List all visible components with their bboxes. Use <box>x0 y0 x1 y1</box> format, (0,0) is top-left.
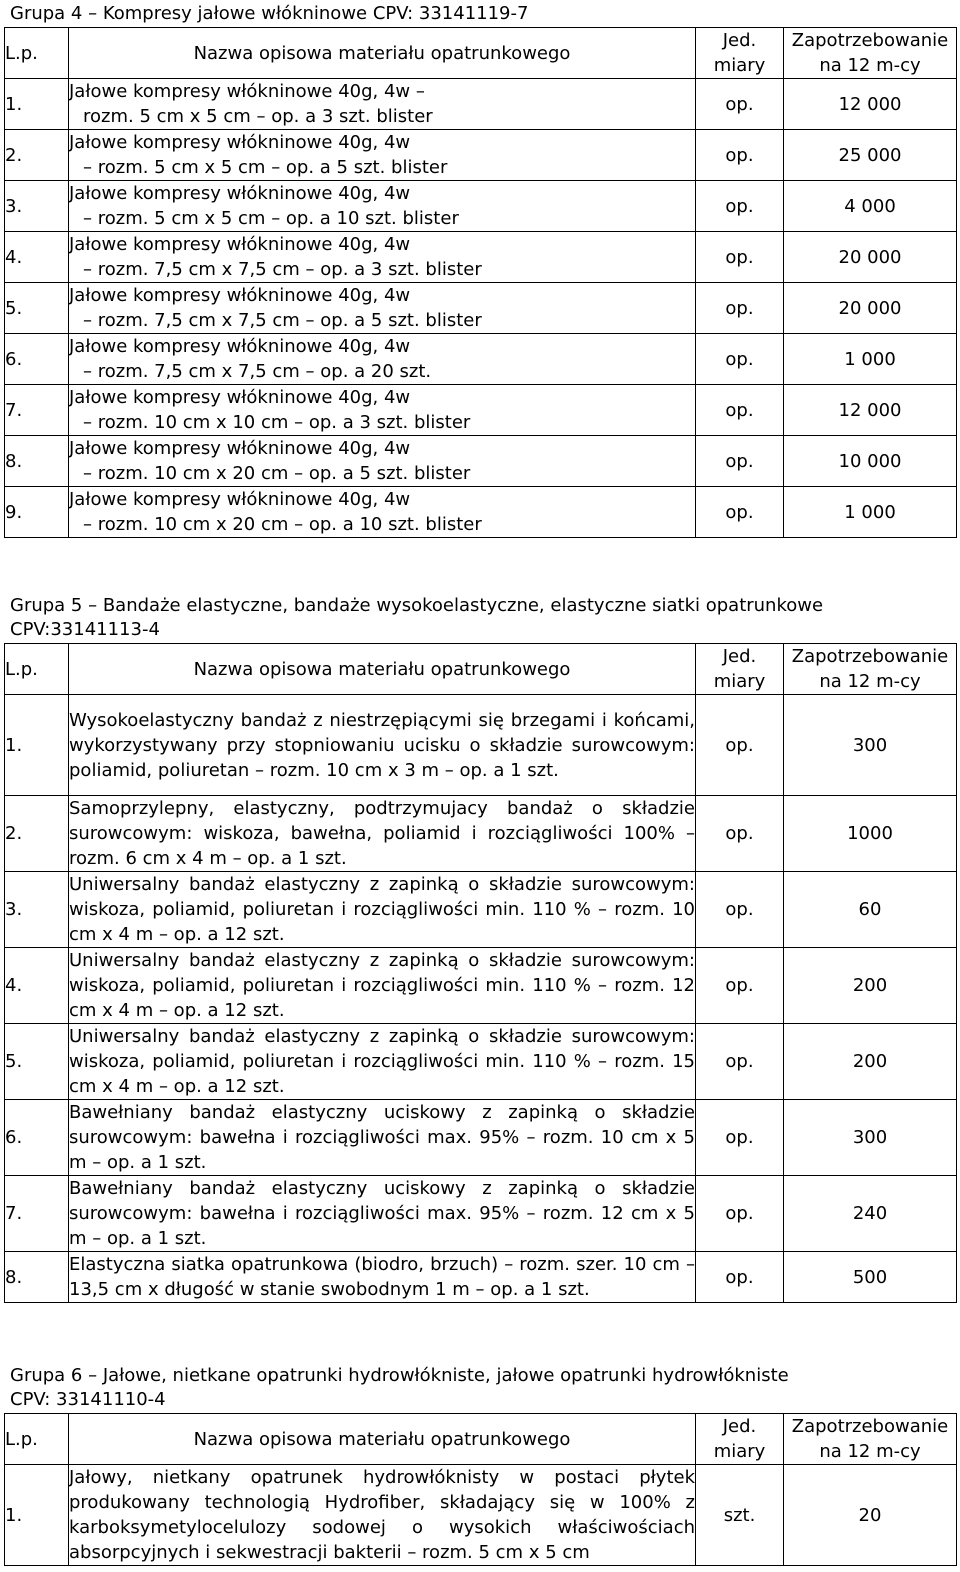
unit-of-measure: op. <box>696 1100 784 1176</box>
annual-quantity: 1000 <box>784 796 957 872</box>
table-row <box>5 1100 957 1176</box>
row-number: 6. <box>5 1100 69 1176</box>
table-row <box>5 385 957 436</box>
row-number: 6. <box>5 334 69 385</box>
description-line-2: – rozm. 10 cm x 20 cm – op. a 10 szt. blister <box>83 514 482 535</box>
table-row <box>5 1252 957 1303</box>
header-lp: L.p. <box>5 644 69 695</box>
unit-of-measure: op. <box>696 232 784 283</box>
description-line-2: – rozm. 5 cm x 5 cm – op. a 10 szt. blister <box>83 208 459 229</box>
item-description <box>69 232 696 283</box>
annual-quantity: 12 000 <box>784 385 957 436</box>
group-6-rows <box>5 1465 957 1566</box>
item-description: Bawełniany bandaż elastyczny uciskowy z zapinką o składzie surowcowym: bawełna i rozciągliwości max. 95% – rozm. 10 cm x 5 m – op. a 1 szt. <box>69 1100 696 1176</box>
description-line-2: – rozm. 7,5 cm x 7,5 cm – op. a 20 szt. <box>83 361 432 382</box>
description-line-2: – rozm. 10 cm x 20 cm – op. a 5 szt. blister <box>83 463 471 484</box>
header-lp: L.p. <box>5 28 69 79</box>
header-qty: Zapotrzebowanie na 12 m-cy <box>784 1414 957 1465</box>
header-unit: Jed. miary <box>696 644 784 695</box>
row-number: 4. <box>5 948 69 1024</box>
row-number: 8. <box>5 436 69 487</box>
table-row <box>5 872 957 948</box>
table-row <box>5 130 957 181</box>
annual-quantity: 10 000 <box>784 436 957 487</box>
row-number: 1. <box>5 1465 69 1566</box>
table-row <box>5 1024 957 1100</box>
group-5-title: Grupa 5 – Bandaże elastyczne, bandaże wysokoelastyczne, elastyczne siatki opatrunkowe CPV:33141113-4 <box>10 595 824 640</box>
row-number: 5. <box>5 283 69 334</box>
unit-of-measure: op. <box>696 385 784 436</box>
table-row <box>5 436 957 487</box>
table-row <box>5 948 957 1024</box>
unit-of-measure: op. <box>696 872 784 948</box>
group-6-title: Grupa 6 – Jałowe, nietkane opatrunki hydrowłókniste, jałowe opatrunki hydrowłókniste CPV: 33141110-4 <box>10 1365 789 1410</box>
unit-of-measure: op. <box>696 283 784 334</box>
row-number: 7. <box>5 385 69 436</box>
row-number: 2. <box>5 796 69 872</box>
annual-quantity: 300 <box>784 1100 957 1176</box>
group-5-rows <box>5 695 957 1303</box>
row-number: 9. <box>5 487 69 538</box>
item-description <box>69 385 696 436</box>
item-description: Bawełniany bandaż elastyczny uciskowy z zapinką o składzie surowcowym: bawełna i rozciągliwości max. 95% – rozm. 12 cm x 5 m – op. a 1 szt. <box>69 1176 696 1252</box>
description-line-2: – rozm. 5 cm x 5 cm – op. a 5 szt. blister <box>83 157 448 178</box>
header-name: Nazwa opisowa materiału opatrunkowego <box>69 644 696 695</box>
header-lp: L.p. <box>5 1414 69 1465</box>
row-number: 2. <box>5 130 69 181</box>
row-number: 5. <box>5 1024 69 1100</box>
group-4-title: Grupa 4 – Kompresy jałowe włókninowe CPV: 33141119-7 <box>10 3 529 24</box>
header-unit: Jed. miary <box>696 28 784 79</box>
item-description: Uniwersalny bandaż elastyczny z zapinką o składzie surowcowym: wiskoza, poliamid, poliuretan i rozciągliwości min. 110 % – rozm. 10 cm x 4 m – op. a 12 szt. <box>69 872 696 948</box>
description-line-1: Jałowe kompresy włókninowe 40g, 4w <box>69 336 411 357</box>
annual-quantity: 1 000 <box>784 487 957 538</box>
header-qty: Zapotrzebowanie na 12 m-cy <box>784 28 957 79</box>
description-line-1: Jałowe kompresy włókninowe 40g, 4w <box>69 183 411 204</box>
header-name: Nazwa opisowa materiału opatrunkowego <box>69 1414 696 1465</box>
description-line-2: – rozm. 7,5 cm x 7,5 cm – op. a 5 szt. blister <box>83 310 482 331</box>
annual-quantity: 4 000 <box>784 181 957 232</box>
row-number: 3. <box>5 872 69 948</box>
unit-of-measure: op. <box>696 79 784 130</box>
row-number: 8. <box>5 1252 69 1303</box>
unit-of-measure: op. <box>696 334 784 385</box>
table-row <box>5 695 957 796</box>
unit-of-measure: op. <box>696 796 784 872</box>
description-line-1: Jałowe kompresy włókninowe 40g, 4w <box>69 285 411 306</box>
item-description <box>69 283 696 334</box>
table-header-row <box>5 644 957 695</box>
unit-of-measure: op. <box>696 487 784 538</box>
item-description <box>69 181 696 232</box>
annual-quantity: 300 <box>784 695 957 796</box>
annual-quantity: 200 <box>784 1024 957 1100</box>
group-5-table <box>4 643 957 1303</box>
unit-of-measure: op. <box>696 130 784 181</box>
item-description: Jałowy, nietkany opatrunek hydrowłóknisty w postaci płytek produkowany technologią Hydrofiber, składający się w 100% z karboksymetylocelulozy sodowej o wysokich właściwościach absorpcyjnych i sekwestracji bakterii – rozm. 5 cm x 5 cm <box>69 1465 696 1566</box>
row-number: 7. <box>5 1176 69 1252</box>
table-header-row <box>5 28 957 79</box>
description-line-1: Jałowe kompresy włókninowe 40g, 4w <box>69 438 411 459</box>
group-6-table <box>4 1413 957 1566</box>
description-line-1: Jałowe kompresy włókninowe 40g, 4w <box>69 489 411 510</box>
annual-quantity: 25 000 <box>784 130 957 181</box>
unit-of-measure: op. <box>696 1024 784 1100</box>
unit-of-measure: op. <box>696 695 784 796</box>
table-header-row <box>5 1414 957 1465</box>
item-description <box>69 130 696 181</box>
description-line-2: – rozm. 7,5 cm x 7,5 cm – op. a 3 szt. blister <box>83 259 482 280</box>
annual-quantity: 20 000 <box>784 283 957 334</box>
annual-quantity: 240 <box>784 1176 957 1252</box>
description-line-1: Jałowe kompresy włókninowe 40g, 4w <box>69 234 411 255</box>
item-description: Elastyczna siatka opatrunkowa (biodro, brzuch) – rozm. szer. 10 cm – 13,5 cm x długość w stanie swobodnym 1 m – op. a 1 szt. <box>69 1252 696 1303</box>
item-description: Uniwersalny bandaż elastyczny z zapinką o składzie surowcowym: wiskoza, poliamid, poliuretan i rozciągliwości min. 110 % – rozm. 12 cm x 4 m – op. a 12 szt. <box>69 948 696 1024</box>
row-number: 1. <box>5 695 69 796</box>
table-row <box>5 334 957 385</box>
item-description: Uniwersalny bandaż elastyczny z zapinką o składzie surowcowym: wiskoza, poliamid, poliuretan i rozciągliwości min. 110 % – rozm. 15 cm x 4 m – op. a 12 szt. <box>69 1024 696 1100</box>
unit-of-measure: op. <box>696 948 784 1024</box>
description-line-1: Jałowe kompresy włókninowe 40g, 4w <box>69 387 411 408</box>
unit-of-measure: op. <box>696 181 784 232</box>
header-unit: Jed. miary <box>696 1414 784 1465</box>
item-description <box>69 487 696 538</box>
item-description <box>69 334 696 385</box>
table-row <box>5 232 957 283</box>
group-4-table <box>4 27 957 538</box>
description-line-2: – rozm. 10 cm x 10 cm – op. a 3 szt. blister <box>83 412 471 433</box>
table-row <box>5 1176 957 1252</box>
table-row <box>5 796 957 872</box>
item-description: Wysokoelastyczny bandaż z niestrzępiącymi się brzegami i końcami, wykorzystywany przy stopniowaniu ucisku o składzie surowcowym: poliamid, poliuretan – rozm. 10 cm x 3 m – op. a 1 szt. <box>69 695 696 796</box>
unit-of-measure: op. <box>696 1176 784 1252</box>
table-row <box>5 79 957 130</box>
unit-of-measure: op. <box>696 1252 784 1303</box>
group-4-rows <box>5 79 957 538</box>
item-description <box>69 79 696 130</box>
table-row <box>5 181 957 232</box>
description-line-1: Jałowe kompresy włókninowe 40g, 4w <box>69 132 411 153</box>
item-description <box>69 436 696 487</box>
header-name: Nazwa opisowa materiału opatrunkowego <box>69 28 696 79</box>
table-row <box>5 283 957 334</box>
annual-quantity: 20 <box>784 1465 957 1566</box>
header-qty: Zapotrzebowanie na 12 m-cy <box>784 644 957 695</box>
table-row <box>5 1465 957 1566</box>
table-row <box>5 487 957 538</box>
annual-quantity: 1 000 <box>784 334 957 385</box>
unit-of-measure: op. <box>696 436 784 487</box>
annual-quantity: 20 000 <box>784 232 957 283</box>
description-line-1: Jałowe kompresy włókninowe 40g, 4w – <box>69 81 425 102</box>
row-number: 4. <box>5 232 69 283</box>
unit-of-measure: szt. <box>696 1465 784 1566</box>
annual-quantity: 200 <box>784 948 957 1024</box>
description-line-2: rozm. 5 cm x 5 cm – op. a 3 szt. blister <box>83 106 433 127</box>
item-description: Samoprzylepny, elastyczny, podtrzymujacy bandaż o składzie surowcowym: wiskoza, bawełna, poliamid i rozciągliwości 100% – rozm. 6 cm x 4 m – op. a 1 szt. <box>69 796 696 872</box>
row-number: 3. <box>5 181 69 232</box>
annual-quantity: 60 <box>784 872 957 948</box>
annual-quantity: 12 000 <box>784 79 957 130</box>
annual-quantity: 500 <box>784 1252 957 1303</box>
row-number: 1. <box>5 79 69 130</box>
